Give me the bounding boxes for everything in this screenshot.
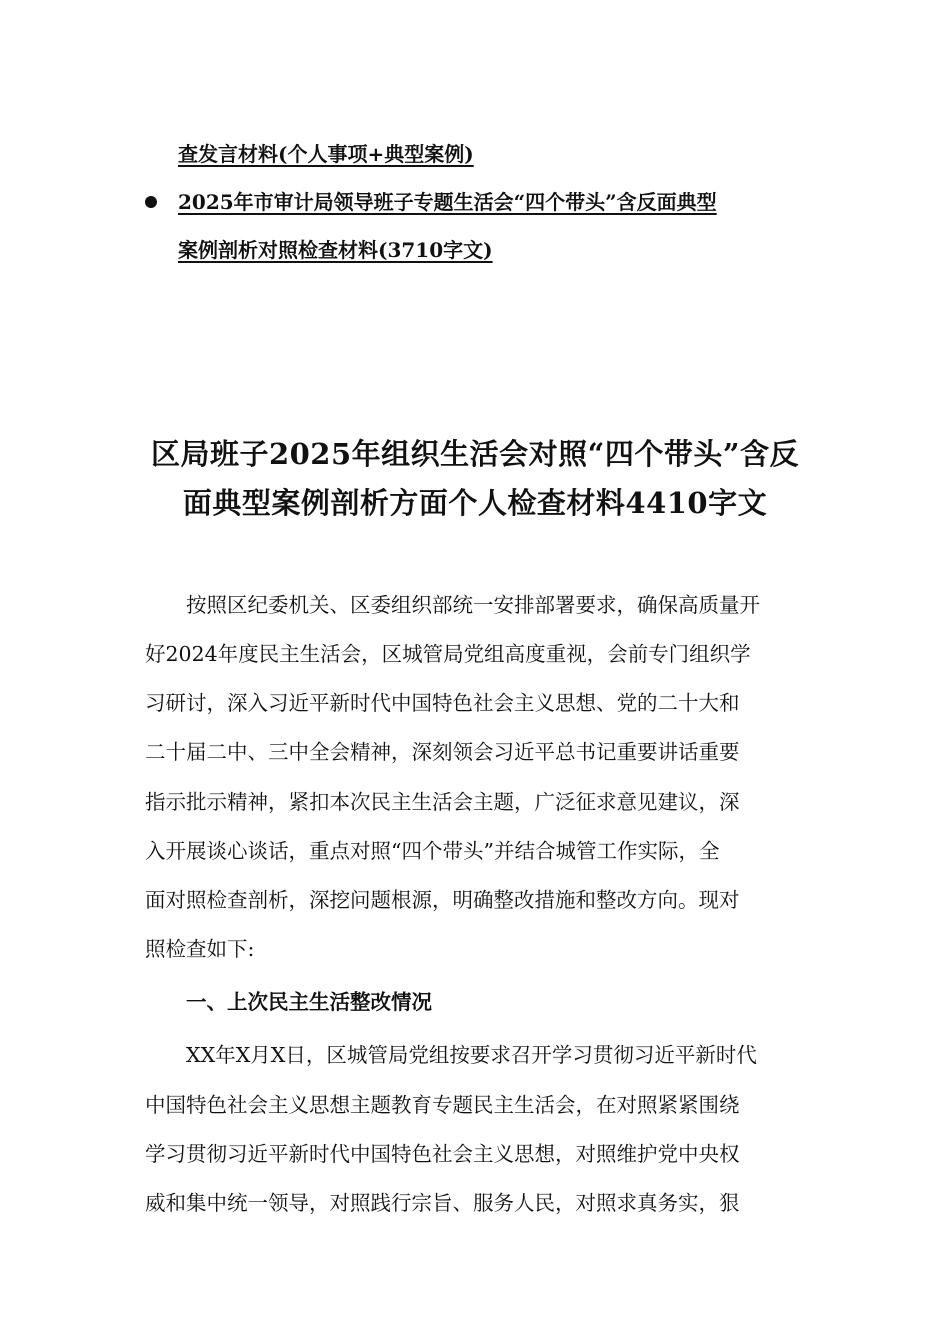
paragraph-line: 照检查如下: — [145, 937, 255, 961]
toc-link-item1-continued[interactable]: 查发言材料(个人事项+典型案例) — [178, 142, 474, 166]
toc-link-item2-line2[interactable]: 案例剖析对照检查材料(3710字文) — [178, 238, 493, 262]
paragraph-line: 习研讨，深入习近平新时代中国特色社会主义思想、党的二十大和 — [145, 691, 740, 715]
bullet-icon — [145, 196, 157, 208]
paragraph-line: 威和集中统一领导，对照践行宗旨、服务人民，对照求真务实，狠 — [145, 1191, 740, 1215]
paragraph-line: 学习贯彻习近平新时代中国特色社会主义思想，对照维护党中央权 — [145, 1142, 740, 1166]
section-heading: 一、上次民主生活整改情况 — [145, 990, 432, 1014]
paragraph-line: 二十届二中、三中全会精神，深刻领会习近平总书记重要讲话重要 — [145, 740, 740, 764]
title-line-2: 面典型案例剖析方面个人检查材料4410字文 — [182, 486, 768, 520]
title-line-1: 区局班子2025年组织生活会对照“四个带头”含反 — [150, 437, 800, 471]
toc-link-item2-line1[interactable]: 2025年市审计局领导班子专题生活会“四个带头”含反面典型 — [178, 190, 717, 214]
paragraph-line: 按照区纪委机关、区委组织部统一安排部署要求，确保高质量开 — [145, 593, 760, 617]
paragraph-line: 面对照检查剖析，深挖问题根源，明确整改措施和整改方向。现对 — [145, 888, 740, 912]
paragraph-line: 入开展谈心谈话，重点对照“四个带头”并结合城管工作实际，全 — [145, 839, 720, 863]
paragraph-line: XX年X月X日，区城管局党组按要求召开学习贯彻习近平新时代 — [145, 1043, 757, 1067]
paragraph-line: 中国特色社会主义思想主题教育专题民主生活会，在对照紧紧围绕 — [145, 1093, 740, 1117]
paragraph-line: 好2024年度民主生活会，区城管局党组高度重视，会前专门组织学 — [145, 642, 751, 666]
paragraph-line: 指示批示精神，紧扣本次民主生活会主题，广泛征求意见建议，深 — [145, 790, 740, 814]
